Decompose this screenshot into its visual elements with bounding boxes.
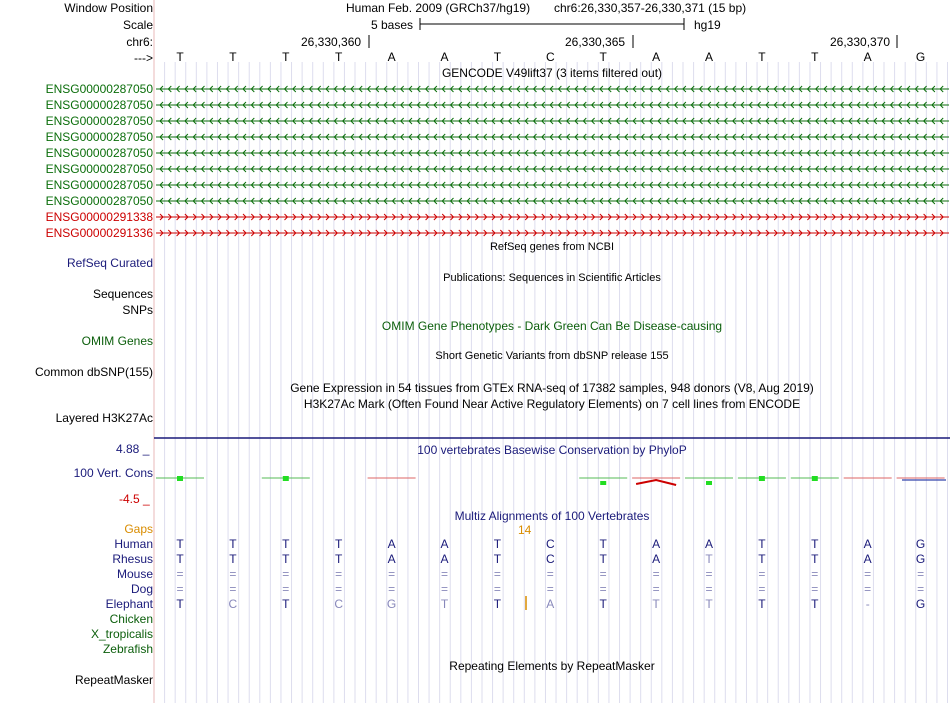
strand-label[interactable]: ---> — [134, 51, 153, 65]
alignment-base: C — [545, 552, 555, 566]
alignment-base: = — [229, 567, 237, 581]
alignment-base: A — [652, 552, 661, 566]
alignment-base: = — [652, 567, 660, 581]
alignment-base: = — [811, 582, 819, 596]
alignment-base: = — [282, 567, 290, 581]
ruler-base: A — [863, 50, 872, 64]
alignment-base: G — [915, 552, 926, 566]
phylop-bar — [283, 476, 289, 481]
alignment-base: = — [388, 582, 396, 596]
alignment-base: G — [915, 537, 926, 551]
ruler-base: T — [811, 50, 819, 64]
h3k27ac-label[interactable]: Layered H3K27Ac — [55, 411, 153, 425]
ruler-base: T — [599, 50, 607, 64]
species-label[interactable]: X_tropicalis — [90, 627, 153, 641]
gencode-gene-label[interactable]: ENSG00000287050 — [45, 178, 153, 192]
tick-label: 26,330,370 — [830, 35, 891, 49]
alignment-base: C — [228, 597, 238, 611]
refseq-title: RefSeq genes from NCBI — [489, 241, 615, 253]
scale-label[interactable]: Scale — [122, 18, 153, 32]
phylop-bar — [177, 476, 183, 481]
gtex-title: Gene Expression in 54 tissues from GTEx RNA-seq of 17382 samples, 948 donors (V8, Aug 2019) — [290, 381, 814, 395]
alignment-base: T — [705, 597, 713, 611]
alignment-base: T — [335, 552, 343, 566]
alignment-base: T — [493, 537, 502, 551]
gap-count: 14 — [518, 523, 532, 537]
gencode-title: GENCODE V49lift37 (3 items filtered out) — [441, 66, 663, 80]
sequences-label[interactable]: Sequences — [92, 287, 153, 301]
alignment-base: A — [704, 537, 714, 551]
alignment-base: = — [493, 582, 501, 596]
ruler-base: T — [176, 50, 184, 64]
gencode-gene-label[interactable]: ENSG00000291338 — [45, 210, 153, 224]
alignment-base: T — [440, 597, 449, 611]
alignment-base: T — [599, 537, 607, 551]
alignment-base: T — [229, 552, 237, 566]
alignment-base: = — [440, 567, 449, 581]
alignment-base: = — [599, 582, 607, 596]
dbsnp-title: Short Genetic Variants from dbSNP release 155 — [435, 350, 669, 362]
h3k27ac-title: H3K27Ac Mark (Often Found Near Active Regulatory Elements) on 7 cell lines from ENCODE — [303, 397, 801, 411]
gaps-label[interactable]: Gaps — [124, 522, 153, 536]
alignment-base: = — [335, 582, 343, 596]
alignment-base: T — [758, 537, 766, 551]
alignment-base: T — [705, 552, 713, 566]
window-position-label[interactable]: Window Position — [64, 1, 153, 15]
alignment-base: T — [282, 552, 290, 566]
alignment-base: A — [863, 552, 872, 566]
alignment-base: = — [599, 567, 607, 581]
gencode-gene-label[interactable]: ENSG00000287050 — [45, 114, 153, 128]
alignment-base: = — [811, 567, 819, 581]
alignment-base: = — [546, 567, 554, 581]
species-label[interactable]: Human — [114, 537, 153, 551]
phylop-bar — [759, 476, 765, 481]
species-label[interactable]: Chicken — [109, 612, 153, 626]
alignment-base: = — [176, 567, 184, 581]
alignment-base: T — [493, 552, 502, 566]
phylop-title: 100 vertebrates Basewise Conservation by PhyloP — [417, 443, 687, 457]
species-label[interactable]: Zebrafish — [102, 642, 153, 656]
alignment-base: A — [863, 537, 872, 551]
ruler-base: T — [282, 50, 290, 64]
alignment-base: T — [758, 597, 766, 611]
alignment-base: T — [493, 597, 502, 611]
phylop-bar — [706, 481, 712, 485]
alignment-base: = — [388, 567, 396, 581]
alignment-base: = — [652, 582, 660, 596]
alignment-base: T — [176, 552, 184, 566]
phylop-bar — [812, 476, 818, 481]
tick-label: 26,330,365 — [565, 35, 626, 49]
alignment-base: = — [758, 582, 766, 596]
alignment-base: A — [546, 597, 555, 611]
assembly-text: Human Feb. 2009 (GRCh37/hg19) — [346, 1, 531, 15]
alignment-base: T — [811, 552, 819, 566]
snps-label[interactable]: SNPs — [122, 303, 153, 317]
alignment-base: T — [758, 552, 766, 566]
species-label[interactable]: Elephant — [105, 597, 153, 611]
alignment-base: = — [282, 582, 290, 596]
gencode-gene-label[interactable]: ENSG00000287050 — [45, 98, 153, 112]
alignment-base: A — [387, 552, 396, 566]
alignment-base: T — [282, 597, 290, 611]
alignment-base: A — [652, 537, 661, 551]
alignment-base: T — [335, 537, 343, 551]
ruler-base: A — [704, 50, 714, 64]
alignment-base: = — [917, 567, 925, 581]
ruler-base: C — [545, 50, 555, 64]
species-label[interactable]: Mouse — [116, 567, 153, 581]
alignment-base: T — [599, 597, 607, 611]
alignment-base: = — [440, 582, 449, 596]
ruler-base: A — [440, 50, 449, 64]
multiz-title: Multiz Alignments of 100 Vertebrates — [454, 509, 650, 523]
repeat-label[interactable]: RepeatMasker — [74, 673, 153, 687]
tick-label: 26,330,360 — [301, 35, 362, 49]
repeat-title: Repeating Elements by RepeatMasker — [449, 659, 655, 673]
ruler-base: T — [229, 50, 237, 64]
phylop-min: -4.5 _ — [119, 492, 150, 506]
alignment-base: T — [599, 552, 607, 566]
alignment-base: T — [811, 537, 819, 551]
scale-text: 5 bases — [371, 18, 414, 32]
alignment-base: T — [176, 597, 184, 611]
omim-label[interactable]: OMIM Genes — [81, 334, 153, 348]
alignment-base: A — [440, 537, 449, 551]
refseq-label[interactable]: RefSeq Curated — [66, 256, 153, 270]
pubs-title: Publications: Sequences in Scientific Articles — [443, 272, 661, 284]
gencode-gene-label[interactable]: ENSG00000287050 — [45, 146, 153, 160]
alignment-base: = — [335, 567, 343, 581]
alignment-base: = — [758, 567, 766, 581]
alignment-base: T — [652, 597, 660, 611]
phylop-label[interactable]: 100 Vert. Cons — [73, 466, 153, 480]
ruler-base: A — [387, 50, 396, 64]
alignment-base: T — [176, 537, 184, 551]
species-label[interactable]: Dog — [130, 582, 153, 596]
alignment-base: T — [282, 537, 290, 551]
alignment-base: = — [546, 582, 554, 596]
alignment-base: C — [334, 597, 344, 611]
db-text: hg19 — [694, 18, 721, 32]
omim-title: OMIM Gene Phenotypes - Dark Green Can Be Disease-causing — [381, 319, 723, 333]
phylop-max: 4.88 _ — [116, 442, 150, 456]
alignment-base: A — [440, 552, 449, 566]
alignment-base: = — [229, 582, 237, 596]
dbsnp-label[interactable]: Common dbSNP(155) — [34, 365, 153, 379]
alignment-base: G — [386, 597, 397, 611]
position-text: chr6:26,330,357-26,330,371 (15 bp) — [554, 1, 747, 15]
alignment-base: C — [545, 537, 555, 551]
alignment-base: = — [176, 582, 184, 596]
alignment-base: G — [915, 597, 926, 611]
ruler-base: T — [493, 50, 502, 64]
gencode-gene-label[interactable]: ENSG00000291336 — [45, 226, 153, 240]
ruler-base: G — [915, 50, 926, 64]
phylop-bar — [600, 481, 606, 485]
alignment-base: T — [811, 597, 819, 611]
alignment-base: = — [705, 567, 713, 581]
alignment-base: = — [917, 582, 925, 596]
phylop-bar — [636, 480, 676, 485]
alignment-base: = — [864, 582, 872, 596]
alignment-base: = — [705, 582, 713, 596]
chrom-label[interactable]: chr6: — [126, 35, 153, 49]
alignment-base: A — [387, 537, 396, 551]
gencode-gene-label[interactable]: ENSG00000287050 — [45, 194, 153, 208]
alignment-base: - — [865, 597, 870, 611]
ruler-base: T — [758, 50, 766, 64]
ruler-base: A — [652, 50, 661, 64]
alignment-base: = — [493, 567, 501, 581]
gencode-gene-label[interactable]: ENSG00000287050 — [45, 82, 153, 96]
ruler-base: T — [335, 50, 343, 64]
alignment-base: = — [864, 567, 872, 581]
gencode-gene-label[interactable]: ENSG00000287050 — [45, 162, 153, 176]
alignment-base: T — [229, 537, 237, 551]
gencode-gene-label[interactable]: ENSG00000287050 — [45, 130, 153, 144]
species-label[interactable]: Rhesus — [112, 552, 153, 566]
